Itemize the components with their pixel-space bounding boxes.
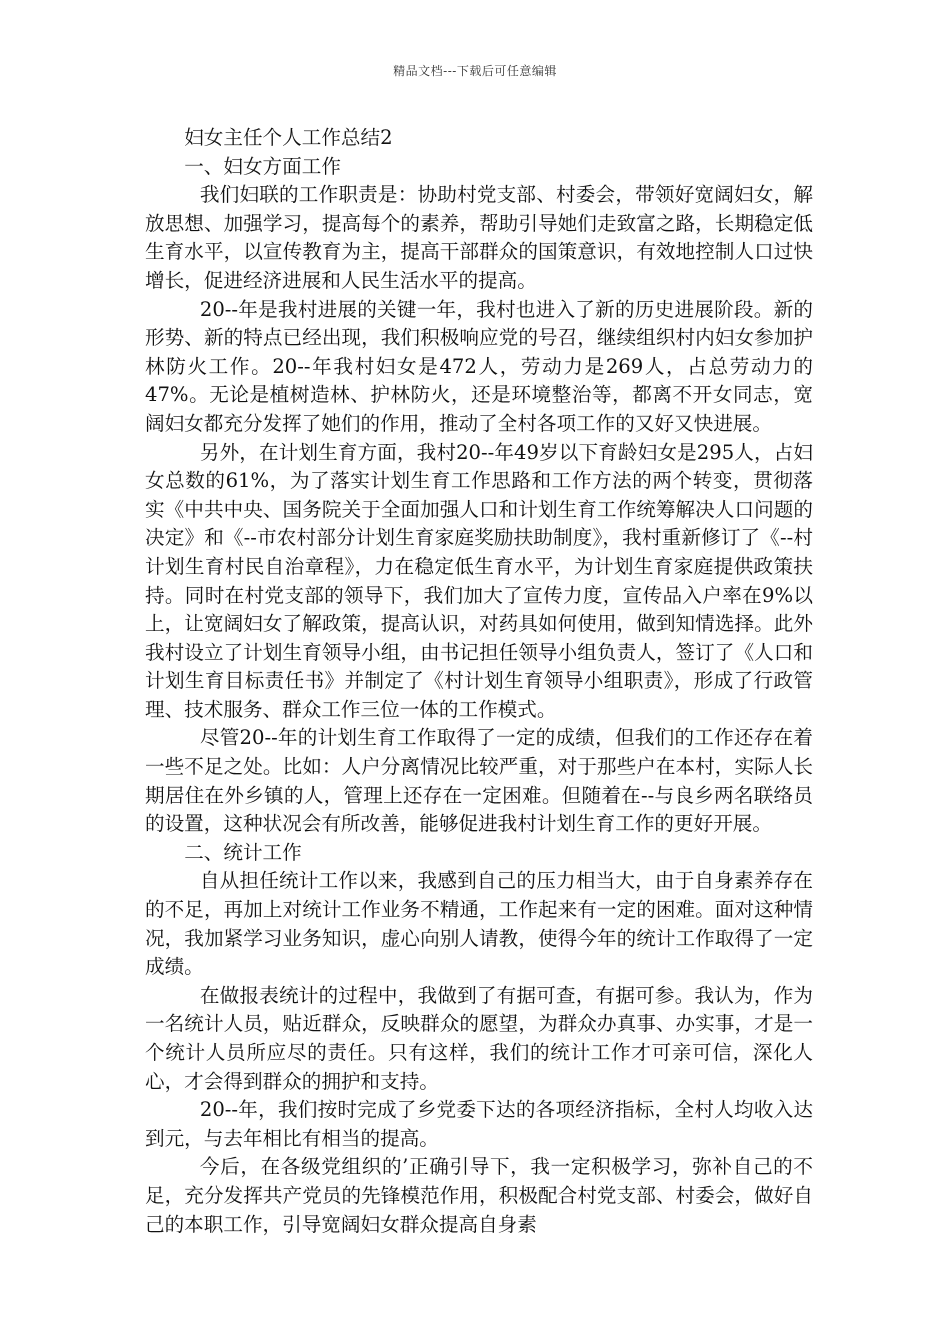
page-header: 精品文档---下载后可任意编辑 <box>393 64 557 78</box>
document-body <box>145 124 813 1239</box>
paragraph-economic-targets: 20--年，我们按时完成了乡党委下达的各项经济指标，全村人均收入达到元，与去年相比有相当的提高。 <box>145 1098 813 1150</box>
paragraph-family-planning: 另外，在计划生育方面，我村20--年49岁以下育龄妇女是295人，占妇女总数的61%，为了落实计划生育工作思路和工作方法的两个转变，贯彻落实《中共中央、国务院关于全面加强人口和计划生育工作统筹解决人口问题的决定》和《--市农村部分计划生育家庭奖励扶助制度》，我村重新修订了《--村计划生育村民自治章程》，力在稳定低生育水平，为计划生育家庭提供政策扶持。同时在村党支部的领导下，我们加大了宣传力度，宣传品入户率在9%以上，让宽阔妇女了解政策，提高认识，对药具如何使用，做到知情选择。此外我村设立了计划生育领导小组，由书记担任领导小组负责人，签订了《人口和计划生育目标责任书》并制定了《村计划生育领导小组职责》，形成了行政管理、技术服务、群众工作三位一体的工作模式。 <box>145 440 813 721</box>
paragraph-statistics-intro: 自从担任统计工作以来，我感到自己的压力相当大，由于自身素养存在的不足，再加上对统计工作业务不精通，工作起来有一定的困难。面对这种情况，我加紧学习业务知识，虚心向别人请教，使得今年的统计工作取得了一定成绩。 <box>145 869 813 979</box>
paragraph-shortcomings: 尽管20--年的计划生育工作取得了一定的成绩，但我们的工作还存在着一些不足之处。比如：人户分离情况比较严重，对于那些户在本村，实际人长期居住在外乡镇的人，管理上还存在一定困难。但随着在--与良乡两名联络员的设置，这种状况会有所改善，能够促进我村计划生育工作的更好开展。 <box>145 726 813 836</box>
paragraph-future-plans: 今后，在各级党组织的’正确引导下，我一定积极学习，弥补自己的不足，充分发挥共产党员的先锋模范作用，积极配合村党支部、村委会，做好自己的本职工作，引导宽阔妇女群众提高自身素 <box>145 1155 813 1236</box>
paragraph-duties: 我们妇联的工作职责是：协助村党支部、村委会，带领好宽阔妇女，解放思想、加强学习，提高每个的素养，帮助引导她们走致富之路，长期稳定低生育水平，以宣传教育为主，提高干部群众的国策意识，有效地控制人口过快增长，促进经济进展和人民生活水平的提高。 <box>145 183 813 292</box>
document-title: 妇女主任个人工作总结2 <box>184 126 393 149</box>
paragraph-statistics-reporting: 在做报表统计的过程中，我做到了有据可查，有据可参。我认为，作为一名统计人员，贴近群众，反映群众的愿望，为群众办真事、办实事，才是一个统计人员所应尽的责任。只有这样，我们的统计工作才可亲可信，深化人心，才会得到群众的拥护和支持。 <box>145 983 813 1093</box>
paragraph-village-progress: 20--年是我村进展的关键一年，我村也进入了新的历史进展阶段。新的形势、新的特点已经出现，我们积极响应党的号召，继续组织村内妇女参加护林防火工作。20--年我村妇女是472人，劳动力是269人，占总劳动力的47%。无论是植树造林、护林防火，还是环境整治等，都离不开女同志，宽阔妇女都充分发挥了她们的作用，推动了全村各项工作的又好又快进展。 <box>145 297 813 435</box>
section-heading-women-work: 一、妇女方面工作 <box>184 154 341 178</box>
section-heading-statistics-work: 二、统计工作 <box>184 840 302 864</box>
